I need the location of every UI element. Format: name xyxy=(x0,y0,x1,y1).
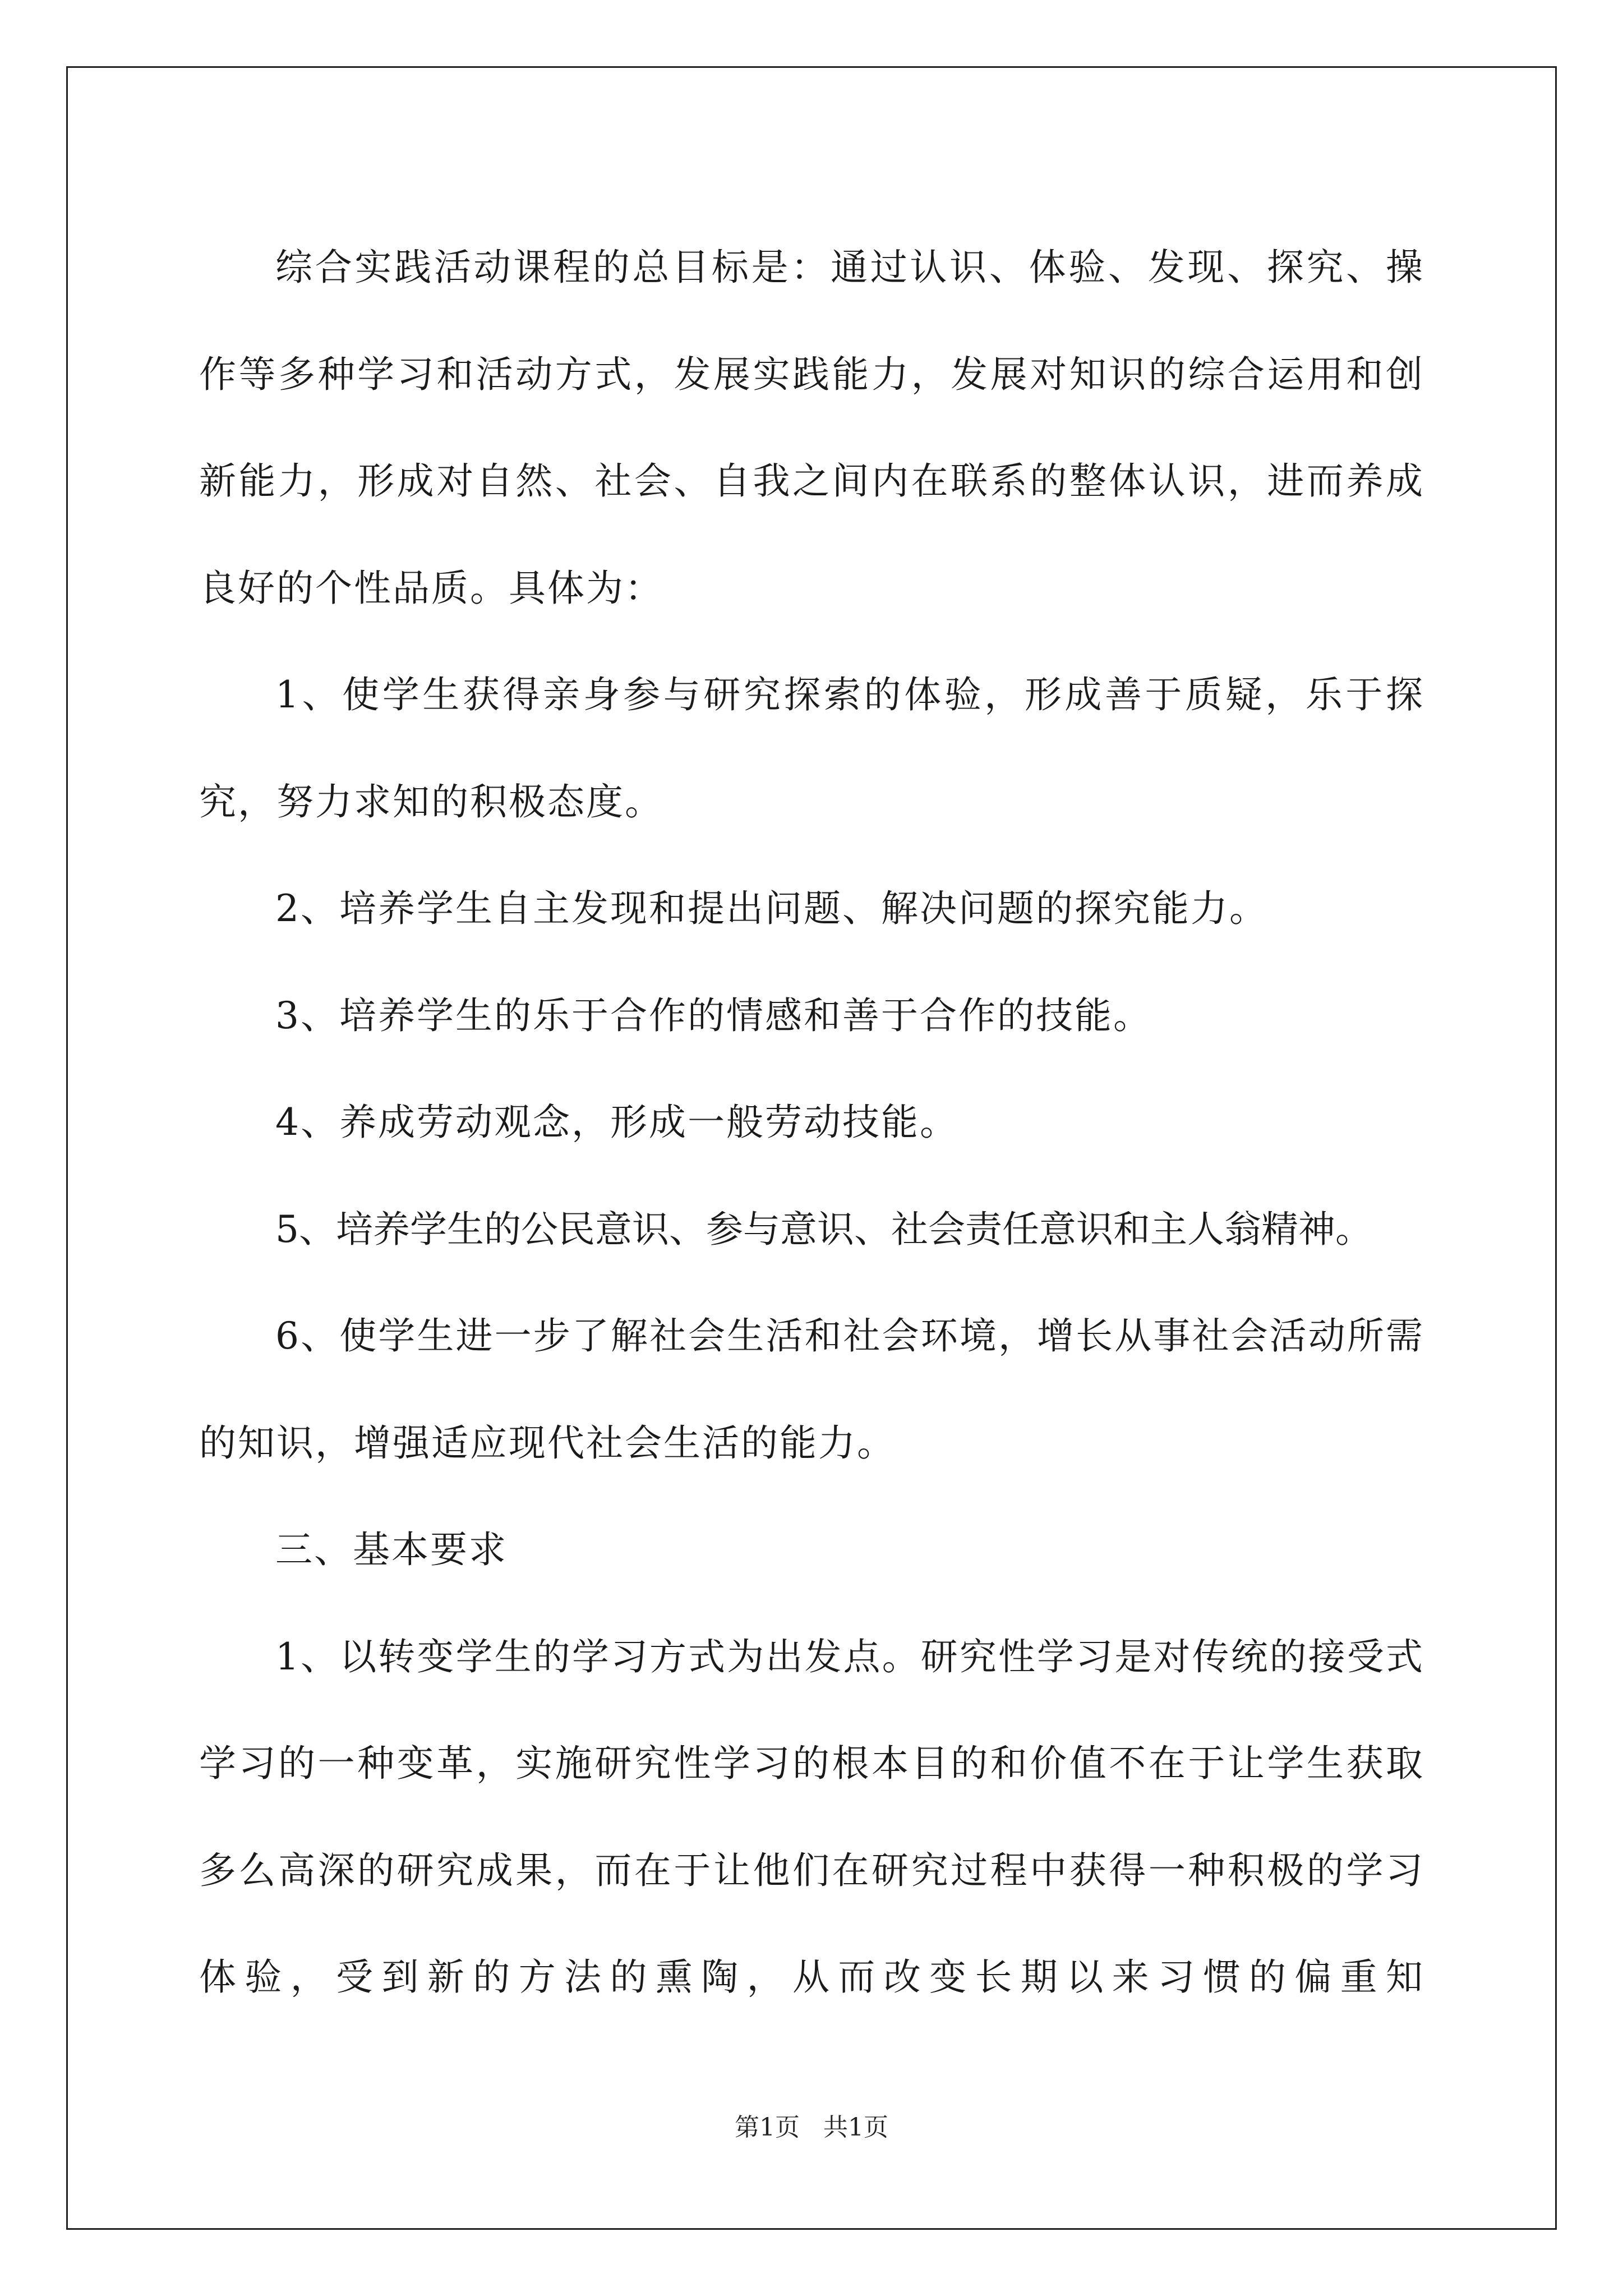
page-number-footer: 第1页 共1页 xyxy=(735,2113,888,2142)
paragraph-goal-2: 2、培养学生自主发现和提出问题、解决问题的探究能力。 xyxy=(275,887,1268,930)
paragraph-overall-goal: 综合实践活动课程的总目标是：通过认识、体验、发现、探究、操作等多种学习和活动方式，发展实践能力，发展对知识的综合运用和创新能力，形成对自然、社会、自我之间内在联系的整体认识，进而养成良好的个性品质。具体为： xyxy=(199,246,1424,610)
paragraph-goal-4: 4、养成劳动观念，形成一般劳动技能。 xyxy=(275,1101,958,1144)
paragraph-goal-1: 1、使学生获得亲身参与研究探索的体验，形成善于质疑，乐于探究，努力求知的积极态度。 xyxy=(199,673,1424,823)
paragraph-goal-6: 6、使学生进一步了解社会生活和社会环境，增长从事社会活动所需的知识，增强适应现代社会生活的能力。 xyxy=(199,1314,1424,1465)
paragraph-goal-5: 5、培养学生的公民意识、参与意识、社会责任意识和主人翁精神。 xyxy=(275,1207,1372,1251)
paragraph-requirement-1: 1、以转变学生的学习方式为出发点。研究性学习是对传统的接受式学习的一种变革，实施研究性学习的根本目的和价值不在于让学生获取多么高深的研究成果，而在于让他们在研究过程中获得一种积极的学习体验，受到新的方法的熏陶，从而改变长期以来习惯的偏重知 xyxy=(199,1635,1424,1999)
section-heading-basic-requirements: 三、基本要求 xyxy=(275,1528,508,1571)
document-body xyxy=(199,214,1424,2031)
paragraph-goal-3: 3、培养学生的乐于合作的情感和善于合作的技能。 xyxy=(275,993,1152,1037)
